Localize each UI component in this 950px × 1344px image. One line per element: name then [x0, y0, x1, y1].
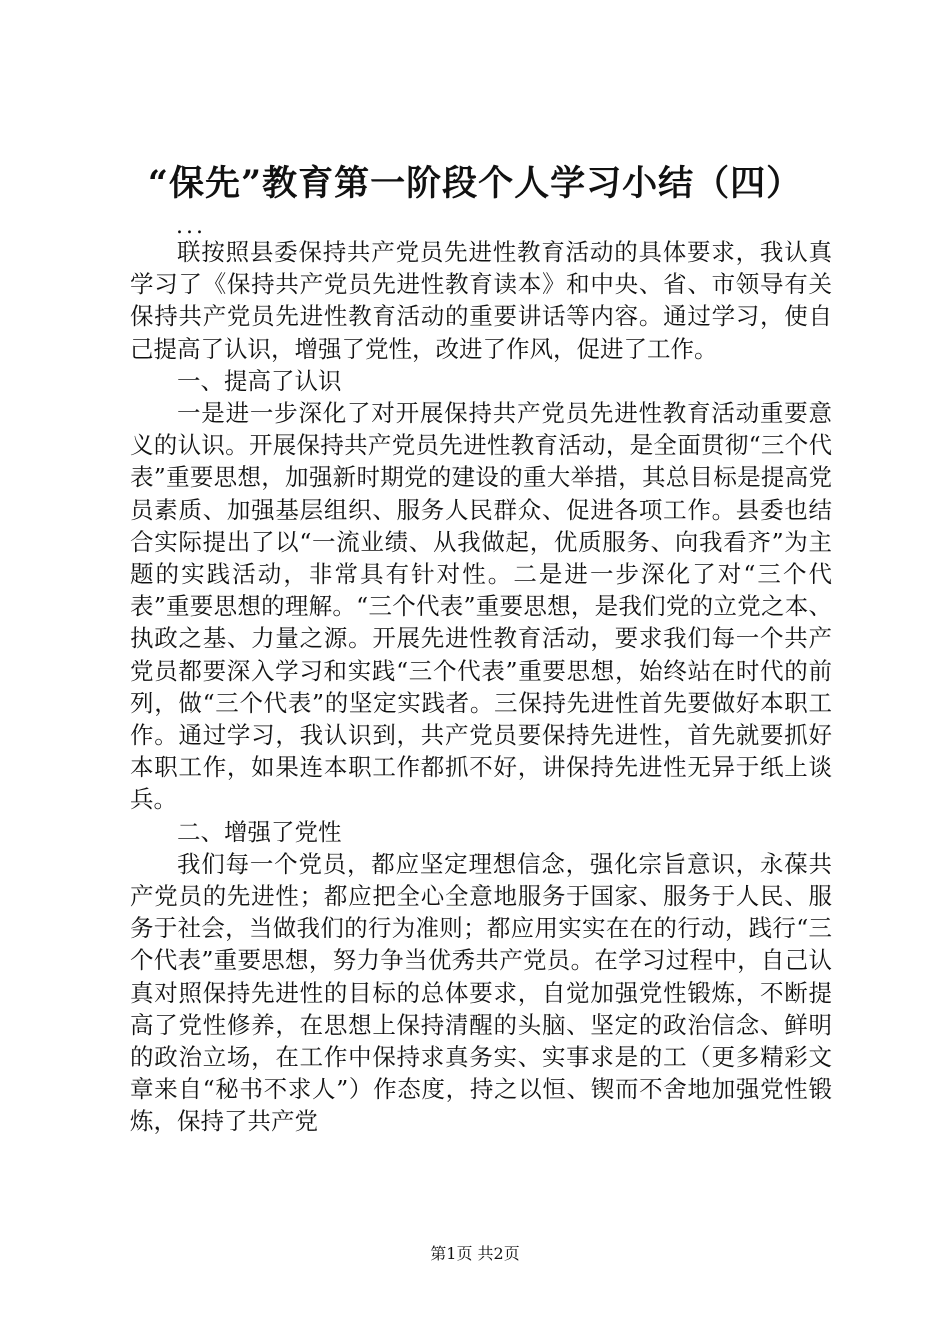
- document-title: “保先”教育第一阶段个人学习小结（四）: [147, 163, 803, 204]
- paragraph-section-2: 我们每一个党员，都应坚定理想信念，强化宗旨意识，永葆共产党员的先进性；都应把全心全意地服务于国家、服务于人民、服务于社会，当做我们的行为准则；都应用实实在在的行动，践行“三个代表”重要思想，努力争当优秀共产党员。在学习过程中，自己认真对照保持先进性的目标的总体要求，自觉加强党性锻炼，不断提高了党性修养，在思想上保持清醒的头脑、坚定的政治信念、鲜明的政治立场，在工作中保持求真务实、实事求是的工（更多精彩文章来自“秘书不求人”）作态度，持之以恒、锲而不舍地加强党性锻炼，保持了共产党: [130, 849, 832, 1136]
- paragraph-section-1: 一是进一步深化了对开展保持共产党员先进性教育活动重要意义的认识。开展保持共产党员先进性教育活动，是全面贯彻“三个代表”重要思想，加强新时期党的建设的重大举措，其总目标是提高党员素质、加强基层组织、服务人民群众、促进各项工作。县委也结合实际提出了以“一流业绩、从我做起，优质服务、向我看齐”为主题的实践活动，非常具有针对性。二是进一步深化了对“三个代表”重要思想的理解。“三个代表”重要思想，是我们党的立党之本、执政之基、力量之源。开展先进性教育活动，要求我们每一个共产党员都要深入学习和实践“三个代表”重要思想，始终站在时代的前列，做“三个代表”的坚定实践者。三保持先进性首先要做好本职工作。通过学习，我认识到，共产党员要保持先进性，首先就要抓好本职工作，如果连本职工作都抓不好，讲保持先进性无异于纸上谈兵。: [130, 399, 832, 814]
- paragraph-intro: 联按照县委保持共产党员先进性教育活动的具体要求，我认真学习了《保持共产党员先进性教育读本》和中央、省、市领导有关保持共产党员先进性教育活动的重要讲话等内容。通过学习，使自己提高了认识，增强了党性，改进了作风，促进了工作。: [130, 238, 832, 363]
- document-body: [130, 236, 832, 1138]
- page-number: 第1页 共2页: [430, 1244, 520, 1263]
- section-heading-1: 一、提高了认识: [177, 366, 342, 395]
- title-ellipsis: ...: [176, 214, 206, 239]
- section-heading-2: 二、增强了党性: [177, 817, 342, 846]
